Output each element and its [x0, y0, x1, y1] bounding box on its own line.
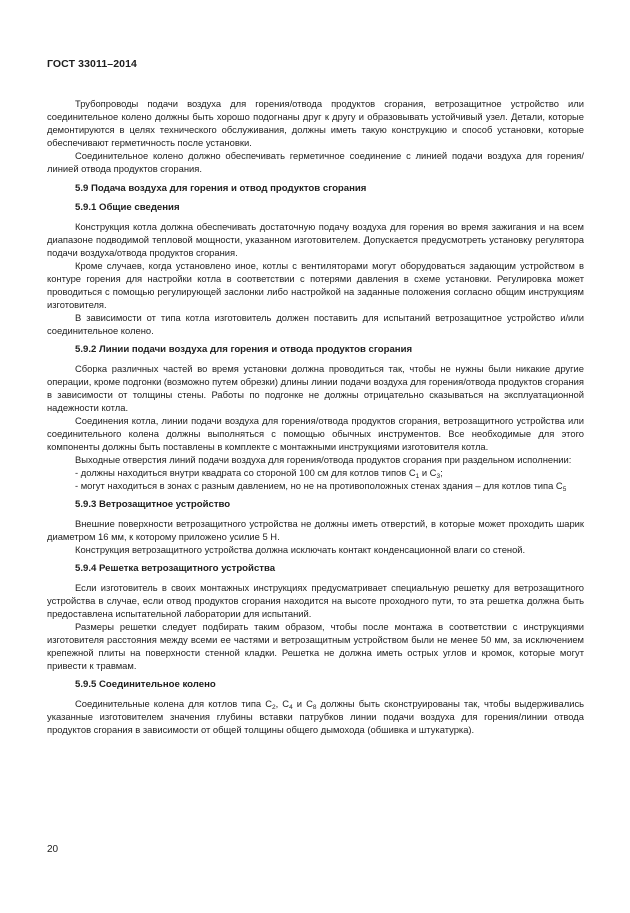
- paragraph: В зависимости от типа котла изготовитель должен поставить для испытаний ветрозащитное устройство и/или соединительное колено.: [47, 312, 584, 336]
- paragraph: Соединительное колено должно обеспечивать герметичное соединение с линией подачи воздуха для горения/линией отвода продуктов сгорания.: [47, 150, 584, 174]
- document-body: [47, 97, 584, 736]
- paragraph: Размеры решетки следует подбирать таким образом, чтобы после монтажа в соответствии с инструкциями изготовителя расстояния между всеми ее частями и ветрозащитным устройством были не менее 50 мм, за исключением крепежной плиты на поверхности стенной кладки. Решетка не должна иметь острых углов и кромок, которые могут привести к травмам.: [47, 621, 584, 671]
- paragraph: Если изготовитель в своих монтажных инструкциях предусматривает специальную решетку для ветрозащитного устройства в случае, если отвод продуктов сгорания находится на высоте проходного пути, то эта решетка должна быть предоставлена испытательной лаборатории для испытаний.: [47, 582, 584, 619]
- list-item: - должны находиться внутри квадрата со стороной 100 см для котлов типов $С_1$ и $С_3$;: [75, 467, 443, 480]
- subsection-heading-5-9-1: 5.9.1 Общие сведения: [75, 202, 180, 213]
- paragraph: Конструкция ветрозащитного устройства должна исключать контакт конденсационной влаги со стеной.: [75, 544, 526, 555]
- subsection-heading-5-9-4: 5.9.4 Решетка ветрозащитного устройства: [75, 563, 276, 574]
- paragraph: Сборка различных частей во время установки должна проводиться так, чтобы не нужны были никакие другие операции, кроме подгонки (возможно путем обрезки) длины линии подачи воздуха для горения/отвода продуктов сгорания в зависимости от толщины стены. Работы по подгонке не должны отрицательно сказываться на эксплуатационной надежности котла.: [47, 363, 584, 413]
- standard-header: ГОСТ 33011–2014: [47, 58, 137, 70]
- paragraph: Трубопроводы подачи воздуха для горения/отвода продуктов сгорания, ветрозащитное устройство или соединительное колено должны быть хорошо подогнаны друг к другу и образовывать устойчивый узел. Детали, которые демонтируются в целях технического обслуживания, должны иметь такую конструкцию и способ установки, которые обеспечивают герметичность после установки.: [47, 98, 584, 148]
- paragraph: Соединительные колена для котлов типа $С_2$, $С_4$ и $С_8$ должны быть сконструированы так, чтобы выдерживались указанные изготовителем значения глубины вставки патрубков линии подачи воздуха для горения/линии отвода продуктов сгорания в зависимости от общей толщины общего дымохода (обшивка и штукатурка).: [47, 698, 585, 735]
- paragraph: Конструкция котла должна обеспечивать достаточную подачу воздуха для горения во время зажигания и на всем диапазоне подводимой тепловой мощности, указанном изготовителем. Допускается предусмотреть установку регулятора подачи воздуха/отвода продуктов сгорания.: [47, 221, 584, 258]
- paragraph: Соединения котла, линии подачи воздуха для горения/отвода продуктов сгорания, ветрозащитного устройства или соединительного колена должны выполняться с помощью обычных инструментов. Все необходимые для этого компоненты должны быть поставлены в комплекте с монтажными инструкциями изготовителя котла.: [47, 415, 584, 452]
- paragraph: Внешние поверхности ветрозащитного устройства не должны иметь отверстий, в которые может проходить шарик диаметром 16 мм, к которому приложено усилие 5 Н.: [47, 518, 584, 542]
- subsection-heading-5-9-2: 5.9.2 Линии подачи воздуха для горения и отвода продуктов сгорания: [75, 344, 413, 355]
- page-number: 20: [47, 844, 59, 855]
- paragraph: Выходные отверстия линий подачи воздуха для горения/отвода продуктов сгорания при раздельном исполнении:: [75, 454, 572, 465]
- subsection-heading-5-9-3: 5.9.3 Ветрозащитное устройство: [75, 499, 231, 510]
- list-item: - могут находиться в зонах с разным давлением, но не на противоположных стенах здания – для котлов типа $С_5$: [75, 480, 567, 493]
- subsection-heading-5-9-5: 5.9.5 Соединительное колено: [75, 679, 216, 690]
- section-heading-5-9: 5.9 Подача воздуха для горения и отвод продуктов сгорания: [75, 183, 367, 194]
- paragraph: Кроме случаев, когда установлено иное, котлы с вентиляторами могут оборудоваться задающим устройством в контуре горения для настройки котла в соответствии с потерями давления в схеме установки. Регулировка может проводиться с помощью регулирующей заслонки либо настройкой на заданные положения согласно общим инструкциям изготовителя.: [47, 260, 584, 310]
